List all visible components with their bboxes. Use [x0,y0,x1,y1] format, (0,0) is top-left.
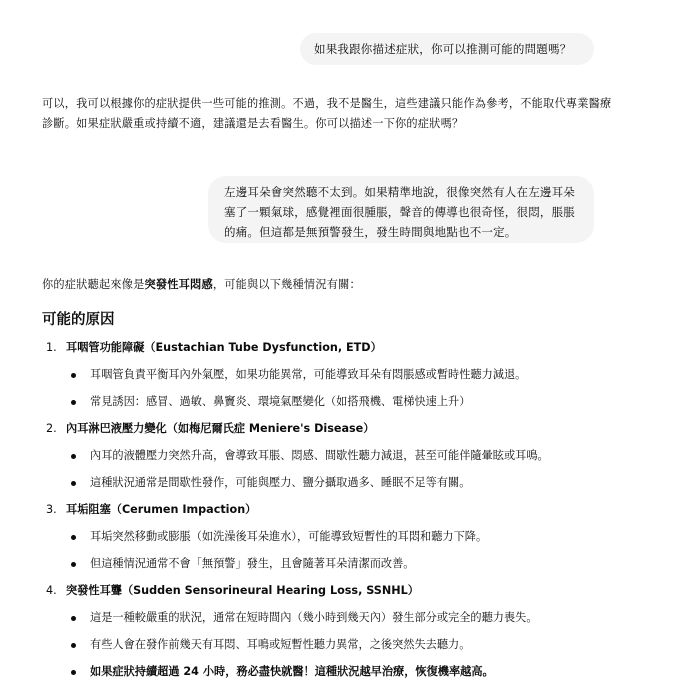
cause-detail-text: 常見誘因：感冒、過敏、鼻竇炎、環境氣壓變化（如搭飛機、電梯快速上升） [90,395,471,408]
cause-detail-text: 耳垢突然移動或膨脹（如洗澡後耳朵進水），可能導致短暫性的耳悶和聽力下降。 [90,530,488,543]
cause-detail-item [0,389,679,416]
cause-detail-text: 如果症狀持續超過 24 小時，務必盡快就醫！這種狀況越早治療，恢復機率越高。 [90,665,494,678]
cause-title: 突發性耳聾（Sudden Sensorineural Hearing Loss, SSNHL） [66,584,419,597]
cause-title: 耳咽管功能障礙（Eustachian Tube Dysfunction, ETD） [66,341,382,354]
bullet-icon [71,535,76,540]
user-message-text: 左邊耳朵會突然聽不太到。如果精準地說，很像突然有人在左邊耳朵塞了一顆氣球，感覺裡面很腫脹，聲音的傳導也很奇怪，很悶，脹脹的痛。但這都是無預警發生，發生時間與地點也不一定。 [224,185,575,239]
cause-detail-item [0,632,679,659]
cause-item [0,497,679,524]
cause-detail-text: 內耳的液體壓力突然升高，會導致耳脹、悶感、間歇性聽力減退，甚至可能伴隨暈眩或耳鳴。 [90,449,549,462]
cause-number: 4. [46,584,57,597]
user-message-bubble [208,176,594,243]
cause-detail-item [0,659,679,686]
cause-detail-text: 但這種情況通常不會「無預警」發生，且會隨著耳朵清潔而改善。 [90,557,415,570]
cause-title: 耳垢阻塞（Cerumen Impaction） [66,503,257,516]
cause-detail-item [0,551,679,578]
cause-detail-item [0,443,679,470]
cause-item [0,578,679,605]
cause-number: 3. [46,503,57,516]
cause-number: 1. [46,341,57,354]
user-message-text: 如果我跟你描述症狀，你可以推測可能的問題嗎？ [314,42,572,56]
section-heading: 可能的原因 [42,312,115,328]
cause-detail-item [0,362,679,389]
bullet-icon [71,616,76,621]
cause-item [0,335,679,362]
cause-detail-text: 這是一種較嚴重的狀況，通常在短時間內（幾小時到幾天內）發生部分或完全的聽力喪失。 [90,611,538,624]
causes-list [0,335,679,686]
cause-number: 2. [46,422,57,435]
intro-text-after: ，可能與以下幾種情況有關： [212,278,361,291]
bullet-icon [71,670,76,675]
cause-detail-item [0,524,679,551]
cause-detail-text: 耳咽管負責平衡耳內外氣壓，如果功能異常，可能導致耳朵有悶脹感或暫時性聽力減退。 [90,368,527,381]
bullet-icon [71,454,76,459]
cause-detail-text: 這種狀況通常是間歇性發作，可能與壓力、鹽分攝取過多、睡眠不足等有關。 [90,476,471,489]
user-message-bubble [300,33,594,65]
assistant-intro-text [42,275,612,295]
intro-text-before: 你的症狀聽起來像是 [42,278,145,291]
intro-text-bold: 突發性耳悶感 [144,278,213,291]
bullet-icon [71,481,76,486]
cause-detail-item [0,605,679,632]
assistant-message-text: 可以，我可以根據你的症狀提供一些可能的推測。不過，我不是醫生，這些建議只能作為參考，不能取代專業醫療診斷。如果症狀嚴重或持續不適，建議還是去看醫生。你可以描述一下你的症狀嗎？ [42,97,612,130]
bullet-icon [71,400,76,405]
bullet-icon [71,643,76,648]
bullet-icon [71,373,76,378]
cause-title: 內耳淋巴液壓力變化（如梅尼爾氏症 Meniere's Disease） [66,422,375,435]
cause-item [0,416,679,443]
cause-detail-text: 有些人會在發作前幾天有耳悶、耳鳴或短暫性聽力異常，之後突然失去聽力。 [90,638,471,651]
cause-detail-item [0,470,679,497]
bullet-icon [71,562,76,567]
